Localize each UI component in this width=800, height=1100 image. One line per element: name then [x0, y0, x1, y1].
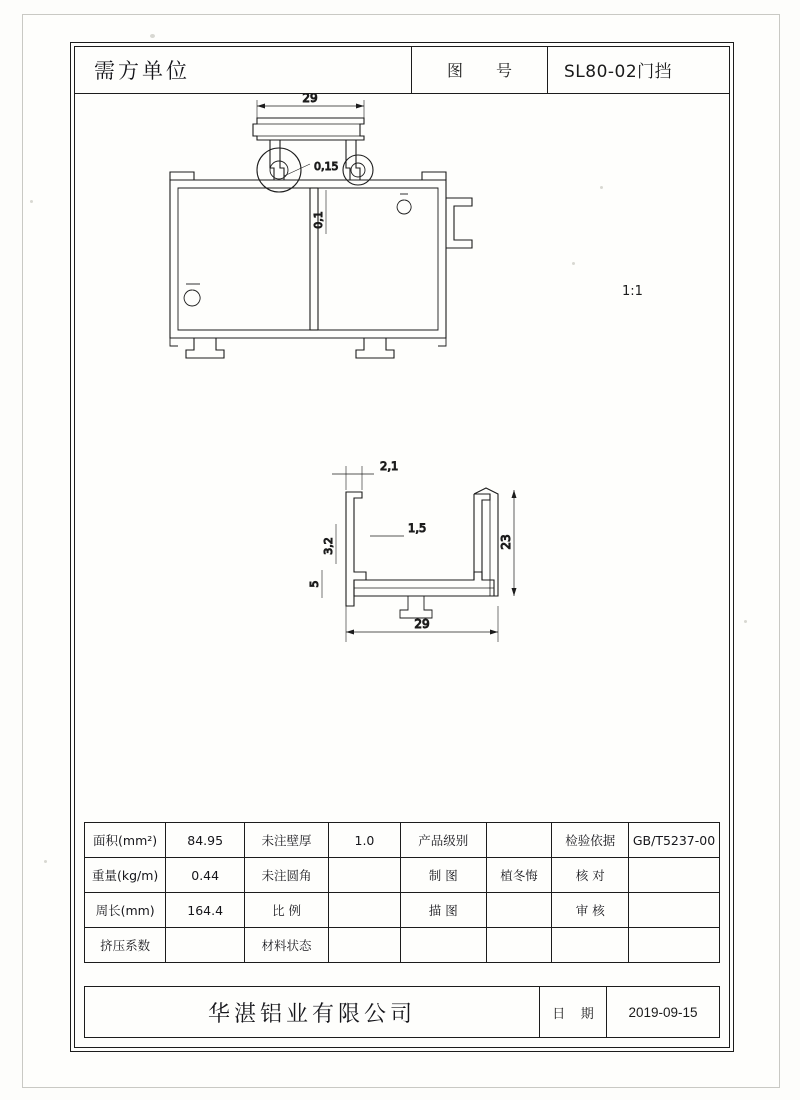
- cell-value-empty-4: [629, 928, 720, 963]
- cell-label-area: 面积(mm²): [85, 823, 166, 858]
- dim-gap-015: 0,15: [314, 160, 339, 173]
- cell-label-weight: 重量(kg/m): [85, 858, 166, 893]
- table-row: [85, 893, 720, 928]
- cell-label-checked-by: 核 对: [552, 858, 629, 893]
- cell-value-traced-by: [486, 893, 552, 928]
- dim-gap-01: 0,1: [312, 211, 325, 229]
- cell-value-checked-by: [629, 858, 720, 893]
- cell-label-traced-by: 描 图: [400, 893, 486, 928]
- cell-value-product-grade: [486, 823, 552, 858]
- table-row: [85, 858, 720, 893]
- cell-value-empty-3: [486, 928, 552, 963]
- cell-label-inspection-basis: 检验依据: [552, 823, 629, 858]
- table-row: [85, 823, 720, 858]
- technical-drawing: [74, 94, 730, 810]
- dim-top-width: 29: [302, 94, 318, 105]
- dim-step-32: 3,2: [322, 537, 335, 555]
- scan-speck: [572, 262, 575, 265]
- cell-value-fillet: [328, 858, 400, 893]
- scan-speck: [150, 34, 155, 38]
- customer-label: 需方单位: [74, 46, 412, 93]
- cell-value-approved-by: [629, 893, 720, 928]
- scan-speck: [44, 860, 47, 863]
- dim-slot-15: 1,5: [408, 521, 427, 535]
- cell-value-wall-thickness: 1.0: [328, 823, 400, 858]
- scan-speck: [744, 620, 747, 623]
- cell-label-extrusion-ratio: 挤压系数: [85, 928, 166, 963]
- cell-label-fillet: 未注圆角: [245, 858, 329, 893]
- cell-label-empty-4: [552, 928, 629, 963]
- scan-speck: [600, 186, 603, 189]
- spec-table: [84, 822, 720, 963]
- scale-note: 1:1: [622, 284, 643, 299]
- dim-thickness-21: 2,1: [380, 459, 399, 473]
- cell-label-perimeter: 周长(mm): [85, 893, 166, 928]
- cell-value-extrusion-ratio: [166, 928, 245, 963]
- dim-bottom-width-29: 29: [414, 617, 430, 631]
- cell-label-wall-thickness: 未注壁厚: [245, 823, 329, 858]
- footer-block: [84, 986, 720, 1038]
- cell-value-scale: [328, 893, 400, 928]
- cell-value-drawn-by: 植冬悔: [486, 858, 552, 893]
- cell-label-product-grade: 产品级别: [400, 823, 486, 858]
- company-name: 华湛铝业有限公司: [207, 1001, 416, 1027]
- drawing-no-label: 图 号: [412, 46, 548, 93]
- table-row: [85, 928, 720, 963]
- date-label: 日 期: [539, 987, 606, 1037]
- date-value: 2019-09-15: [606, 987, 719, 1037]
- scan-speck: [30, 200, 33, 203]
- cell-label-material-state: 材料状态: [245, 928, 329, 963]
- cell-label-empty-3: [400, 928, 486, 963]
- drawing-no-value: SL80-02门挡: [564, 62, 673, 82]
- cell-value-area: 84.95: [166, 823, 245, 858]
- dim-right-height-23: 23: [499, 534, 513, 550]
- cell-value-inspection-basis: GB/T5237-00: [629, 823, 720, 858]
- cell-label-scale: 比 例: [245, 893, 329, 928]
- cell-label-drawn-by: 制 图: [400, 858, 486, 893]
- title-block: [74, 46, 730, 94]
- dim-lower-5: 5: [308, 580, 321, 588]
- cell-label-approved-by: 审 核: [552, 893, 629, 928]
- cell-value-material-state: [328, 928, 400, 963]
- cell-value-weight: 0.44: [166, 858, 245, 893]
- cell-value-perimeter: 164.4: [166, 893, 245, 928]
